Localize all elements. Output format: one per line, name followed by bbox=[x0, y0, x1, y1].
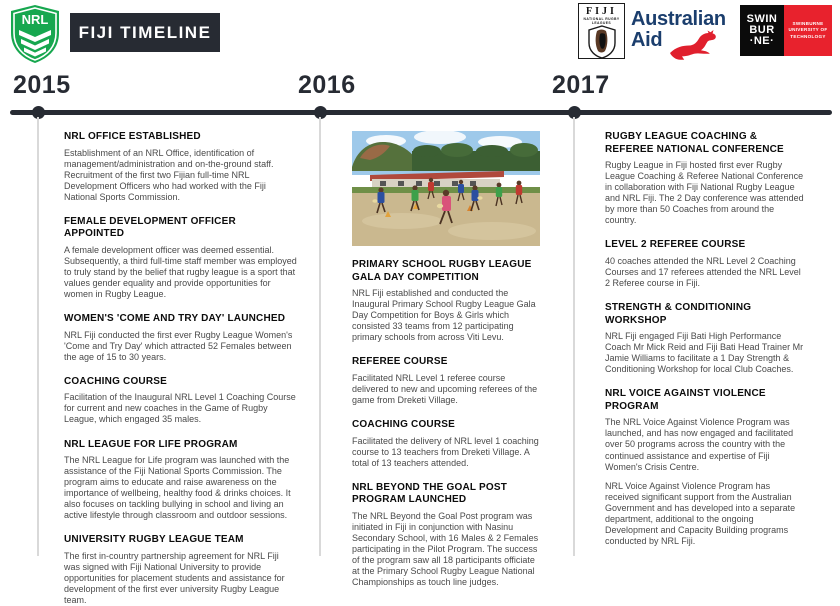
swinburne-name-line: UNIVERSITY OF bbox=[788, 27, 828, 33]
event-heading: RUGBY LEAGUE COACHING & REFEREE NATIONAL CONFERENCE bbox=[605, 131, 784, 155]
timeline-event bbox=[605, 239, 805, 289]
event-heading: COACHING COURSE bbox=[352, 419, 456, 430]
timeline-event bbox=[352, 419, 544, 469]
swinburne-acronym-line: ·NE· bbox=[749, 35, 775, 48]
fnrl-logo-subtitle: NATIONAL RUGBY LEAGUES bbox=[583, 17, 620, 25]
timeline-event bbox=[352, 482, 544, 588]
event-heading: COACHING COURSE bbox=[64, 375, 168, 387]
event-body: The NRL League for Life program was launched with the assistance of the Fiji National Sports Commission. The program aims to educate and raise awareness on the importance of wellbeing, healthy food & drinks choices. It also focuses on tackling bullying in school and living an active lifestyle through classroom and outdoor sessions. bbox=[64, 455, 291, 521]
swinburne-name-block bbox=[784, 5, 832, 56]
timeline-event bbox=[605, 388, 805, 547]
timeline-axis bbox=[10, 110, 832, 115]
event-body: NRL Voice Against Violence Program has received significant support from the Australian Government and has developed into a separate department, additional to the ongoing Development and Capacity Building programs conducted by NRL Fiji. bbox=[605, 480, 796, 546]
event-body: Facilitated NRL Level 1 referee course delivered to new and upcoming referees of the game from Dreketi Village. bbox=[352, 372, 538, 405]
event-heading: WOMEN'S 'COME AND TRY DAY' LAUNCHED bbox=[64, 313, 286, 325]
event-heading: STRENGTH & CONDITIONING WORKSHOP bbox=[605, 302, 752, 326]
swinburne-acronym-block bbox=[740, 5, 784, 56]
nrl-shield-logo bbox=[8, 4, 62, 64]
column-divider-2017 bbox=[573, 117, 575, 556]
fnrl-logo-title: FIJI bbox=[586, 6, 617, 17]
year-label-2015: 2015 bbox=[13, 71, 71, 99]
timeline-column-2016 bbox=[352, 131, 544, 588]
swinburne-logo bbox=[740, 5, 832, 56]
event-body: Establishment of an NRL Office, identification of management/administration and on-the-ground staff. Recruitment of the first two Fijian full-time NRL Development Officers who had worked with the Fiji National Sports Commission. bbox=[64, 147, 274, 202]
event-body: NRL Fiji established and conducted the Inaugural Primary School Rugby League Gala Day Competition for Boys & Girls which consisted 33 teams from 12 participating primary schools from across Viti Levu. bbox=[352, 288, 536, 343]
event-body: Facilitated the delivery of NRL level 1 coaching course to 13 teachers from Dreketi Village. A total of 13 teachers attended. bbox=[352, 435, 539, 468]
event-heading: FEMALE DEVELOPMENT OFFICER APPOINTED bbox=[64, 215, 236, 240]
svg-text:NRL: NRL bbox=[21, 12, 49, 27]
event-heading: LEVEL 2 REFEREE COURSE bbox=[605, 239, 746, 251]
swinburne-name-line: SWINBURNE bbox=[792, 20, 824, 26]
fnrl-emblem-icon bbox=[587, 25, 617, 59]
australian-aid-logo bbox=[631, 9, 735, 60]
australian-aid-word2: Aid bbox=[631, 29, 663, 51]
event-heading: NRL LEAGUE FOR LIFE PROGRAM bbox=[64, 438, 238, 450]
fiji-national-rugby-league-logo bbox=[578, 3, 625, 59]
swinburne-acronym-line: SWIN bbox=[746, 12, 778, 25]
column-divider-2015 bbox=[37, 117, 39, 556]
gala-day-photo bbox=[352, 131, 540, 246]
year-label-2017: 2017 bbox=[552, 71, 610, 99]
event-heading: NRL OFFICE ESTABLISHED bbox=[64, 131, 201, 142]
event-body: Facilitation of the Inaugural NRL Level 1 Coaching Course for current and new coaches in the Game of Rugby League, which engaged 35 males. bbox=[64, 392, 296, 425]
event-body: 40 coaches attended the NRL Level 2 Coaching Courses and 17 referees attended the NRL Level 2 Referee course in Fiji. bbox=[605, 255, 801, 288]
event-body: NRL Fiji engaged Fiji Bati High Performance Coach Mr Mick Reid and Fiji Bati Head Trainer Mr Jamie Williams to facilitate a 1 Day Strength & Conditioning Workshop for local Club Coaches. bbox=[605, 331, 804, 375]
timeline-event bbox=[605, 131, 805, 226]
timeline-event bbox=[64, 439, 297, 522]
swinburne-name-line: TECHNOLOGY bbox=[790, 33, 826, 39]
event-heading: NRL VOICE AGAINST VIOLENCE PROGRAM bbox=[605, 388, 766, 412]
timeline-event bbox=[64, 534, 297, 606]
event-body: NRL Fiji conducted the first ever Rugby League Women's 'Come and Try Day' which attracted 52 Females between the age of 15 to 30 years. bbox=[64, 329, 293, 362]
timeline-event bbox=[64, 313, 297, 363]
swinburne-acronym-line: BUR bbox=[749, 23, 775, 36]
event-body: The NRL Voice Against Violence Program was launched, and has now engaged and facilitated over 50 programs across the country with the continued assistance and expertise of Fiji Women's Crisis Centre. bbox=[605, 417, 794, 472]
timeline-event bbox=[352, 259, 544, 343]
event-heading: NRL BEYOND THE GOAL POST PROGRAM LAUNCHED bbox=[352, 481, 508, 506]
page-title: FIJI TIMELINE bbox=[70, 13, 220, 52]
event-body: The first in-country partnership agreement for NRL Fiji was signed with Fiji National University to provide opportunities for placement students and assistance for development of the first ever university Rugby League team. bbox=[64, 550, 285, 606]
event-body: The NRL Beyond the Goal Post program was initiated in Fiji in conjunction with Nasinu Secondary School, with 16 Males & 2 Females participating in the Pilot Program. The success of the program saw all 18 participants officiate at the Primary School Rugby League National Championships as touch line judges. bbox=[352, 510, 539, 588]
kangaroo-icon bbox=[666, 30, 722, 60]
timeline-event bbox=[64, 216, 297, 300]
timeline-event bbox=[64, 376, 297, 426]
event-heading: REFEREE COURSE bbox=[352, 356, 448, 368]
timeline-column-2017 bbox=[605, 131, 805, 547]
event-body: A female development officer was deemed essential. Subsequently, a third full-time staff member was employed to truly stand by the belief that rugby league is a sport that values gender equality and provide opportunities for women in Rugby League. bbox=[64, 244, 297, 300]
year-label-2016: 2016 bbox=[298, 71, 356, 99]
timeline-event bbox=[605, 302, 805, 375]
timeline-event bbox=[352, 356, 544, 406]
australian-aid-word1: Australian bbox=[631, 8, 726, 30]
timeline-event bbox=[64, 131, 297, 203]
timeline-column-2015 bbox=[64, 131, 297, 606]
event-heading: PRIMARY SCHOOL RUGBY LEAGUE GALA DAY COMPETITION bbox=[352, 259, 532, 283]
column-divider-2016 bbox=[319, 117, 321, 556]
event-body: Rugby League in Fiji hosted first ever Rugby League Coaching & Referee National Conference in collaboration with Fiji National Rugby League and NRL Fiji. The 2 Day conference was attended by more than 50 Coaches from around the country. bbox=[605, 160, 804, 226]
nrl-shield-icon bbox=[8, 4, 62, 64]
event-heading: UNIVERSITY RUGBY LEAGUE TEAM bbox=[64, 534, 244, 546]
